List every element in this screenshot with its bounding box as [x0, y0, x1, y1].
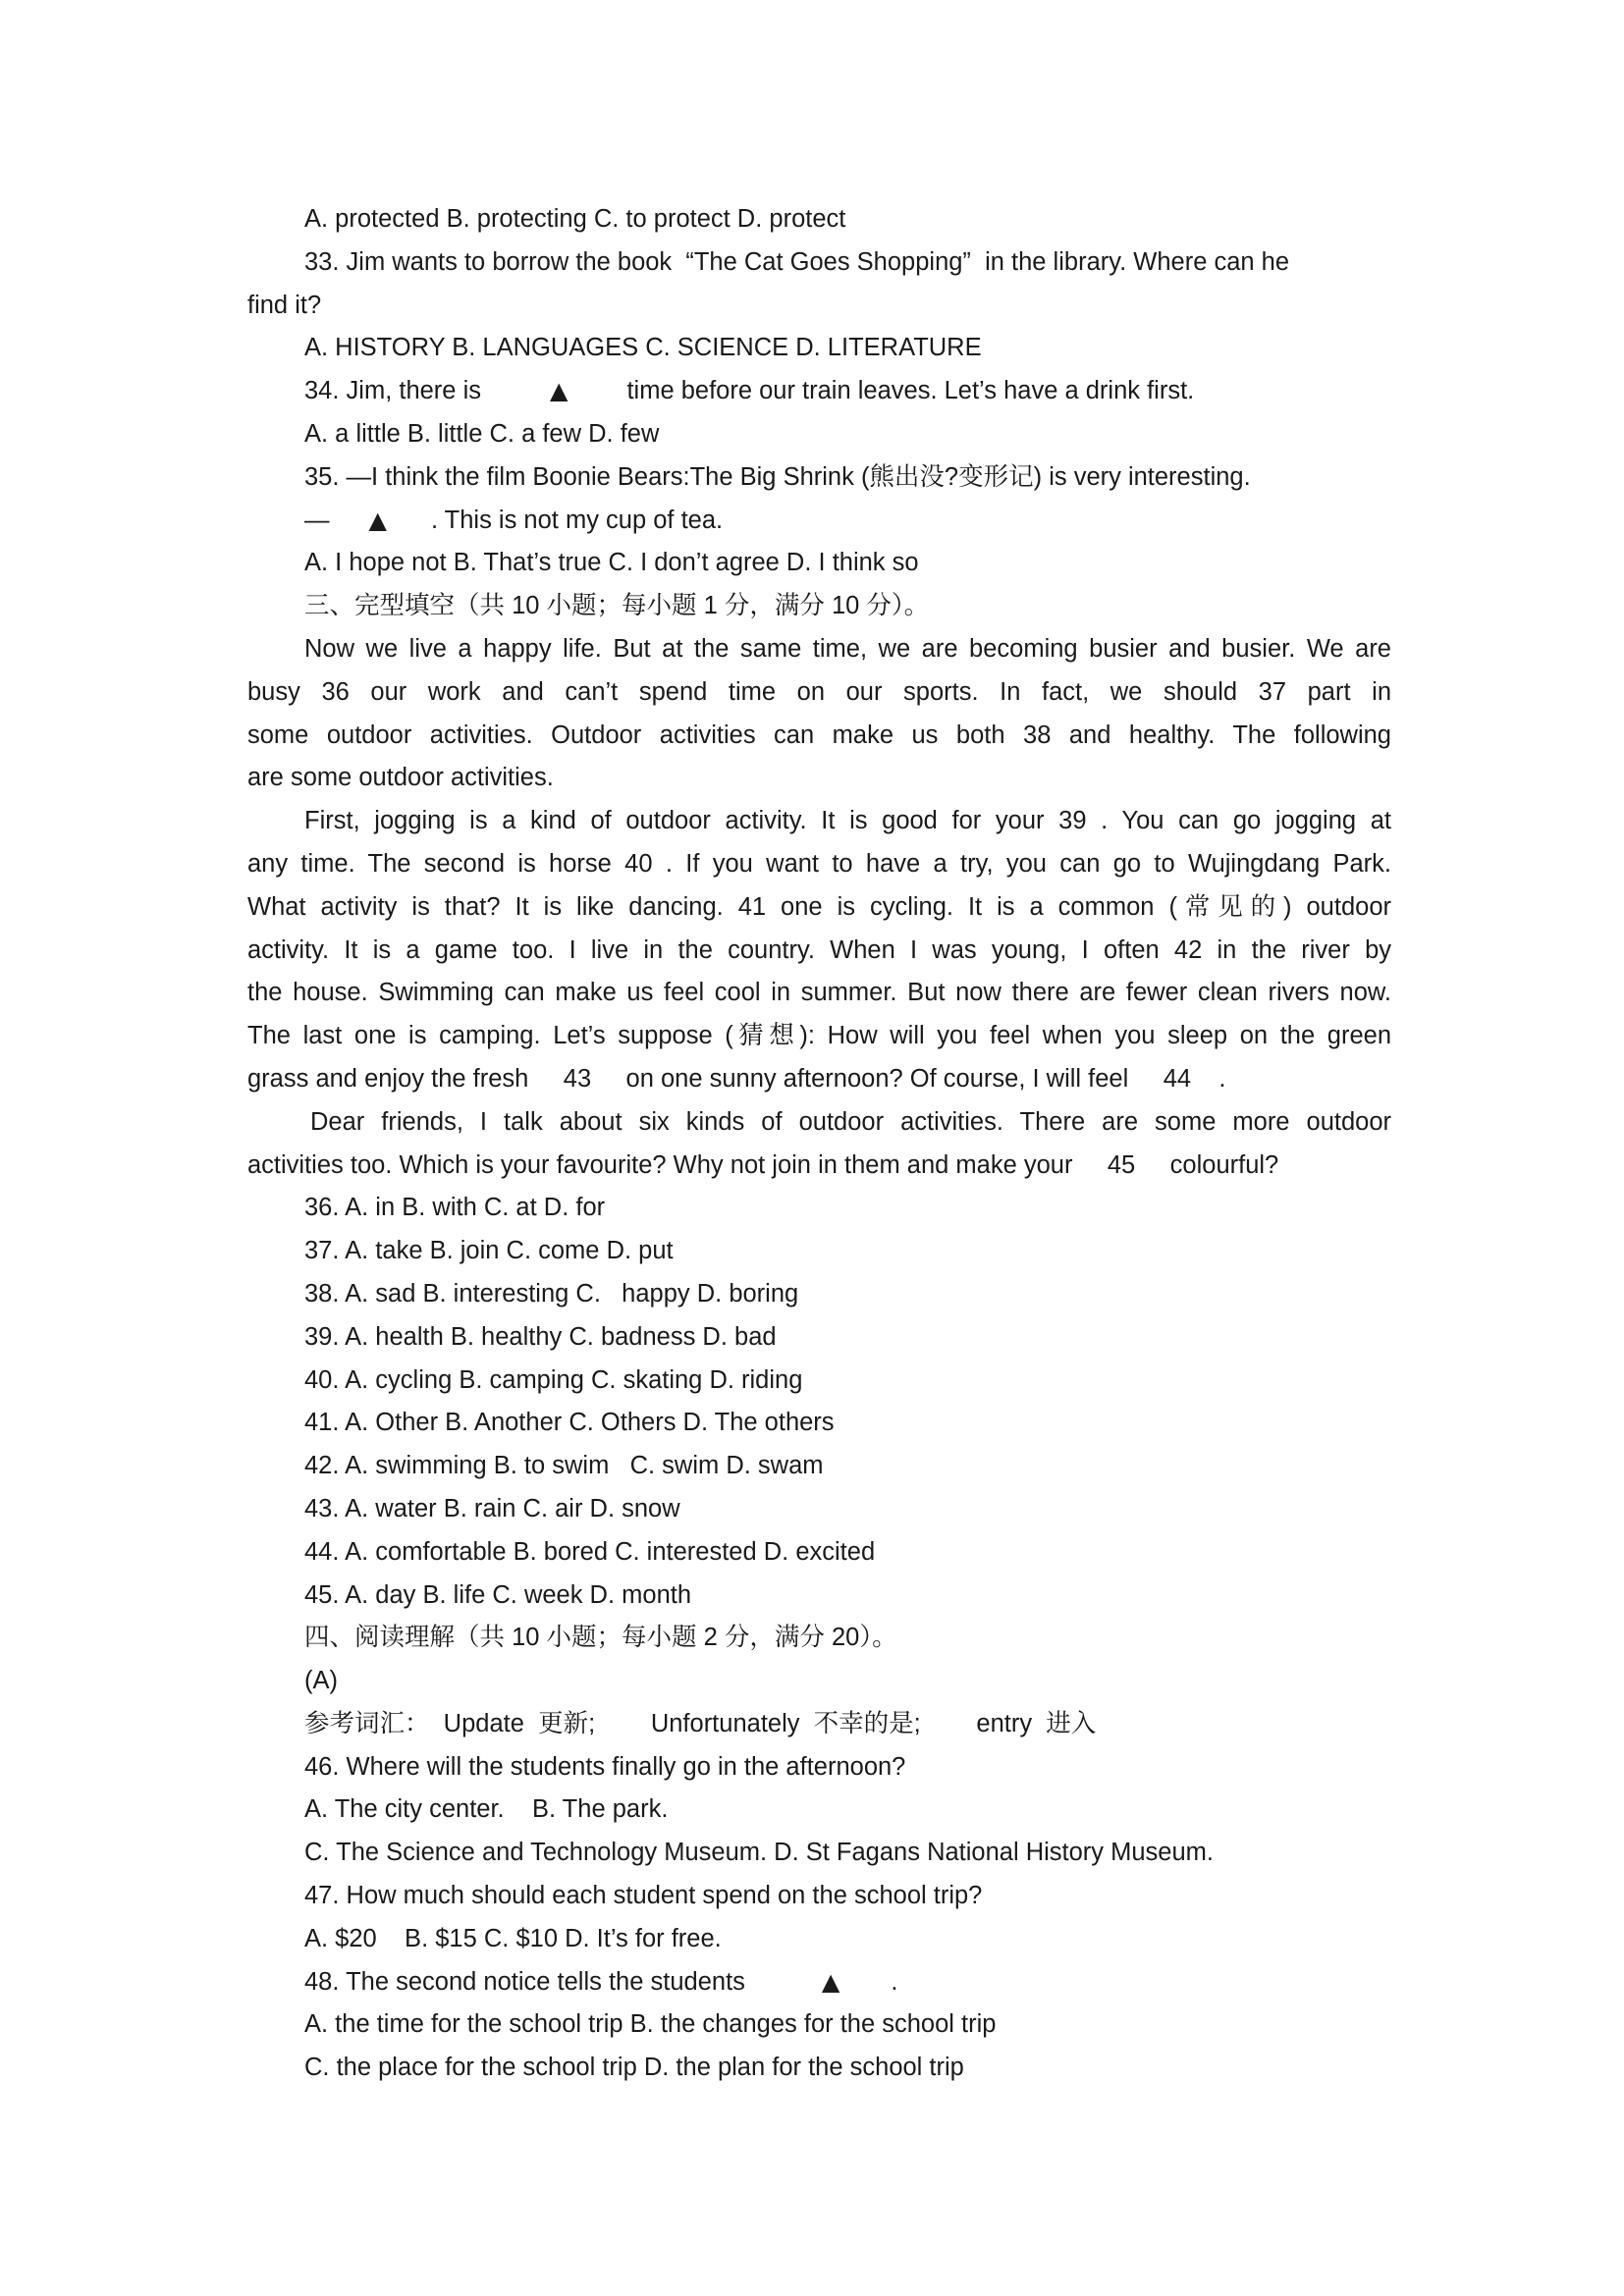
section3-heading: 三、完型填空（共 10 小题；每小题 1 分，满分 10 分）。: [304, 592, 930, 620]
cloze-option-row: 41. A. Other B. Another C. Others D. The others: [304, 1409, 835, 1437]
cloze-option-row: 43. A. water B. rain C. air D. snow: [304, 1494, 680, 1522]
q34-options: A. a little B. little C. a few D. few: [304, 419, 660, 448]
q46-options-line2: C. The Science and Technology Museum. D. St Fagans National History Museum.: [304, 1839, 1214, 1867]
q34-question: [247, 370, 1391, 413]
q46-options-line1: A. The city center. B. The park.: [304, 1795, 669, 1824]
q47-options: A. $20 B. $15 C. $10 D. It’s for free.: [304, 1924, 722, 1952]
q48-options-line1: A. the time for the school trip B. the changes for the school trip: [304, 2010, 997, 2039]
cloze-p1-line: Now we live a happy life. But at the same time, we are becoming busier and busier. We are: [304, 634, 1391, 663]
q33-options: A. HISTORY B. LANGUAGES C. SCIENCE D. LITERATURE: [304, 334, 982, 362]
cloze-p1-line: are some outdoor activities.: [247, 764, 554, 792]
q34-stem-end: time before our train leaves. Let’s have a drink first.: [626, 377, 1195, 405]
q35-question-line1: 35. —I think the film Boonie Bears:The Big Shrink (熊出没?变形记) is very interesting.: [304, 462, 1251, 491]
q48-question: [247, 1961, 1391, 2004]
cloze-passage: [247, 628, 1391, 1187]
cloze-p3-line: activities too. Which is your favourite? Why not join in them and make your 45 colourful?: [247, 1150, 1279, 1179]
cloze-p2-line: any time. The second is horse 40 . If you want to have a try, you can go to Wujingdang Park.: [247, 849, 1391, 878]
cloze-option-row: 45. A. day B. life C. week D. month: [304, 1580, 692, 1609]
q34-stem: 34. Jim, there is: [304, 377, 481, 405]
cloze-option-row: 38. A. sad B. interesting C. happy D. boring: [304, 1279, 799, 1308]
reference-vocabulary: 参考词汇： Update 更新; Unfortunately 不幸的是; entry 进入: [304, 1709, 1097, 1737]
q35-stem-end: . This is not my cup of tea.: [430, 506, 724, 534]
cloze-p3-line: Dear friends, I talk about six kinds of outdoor activities. There are some more outdoor: [310, 1107, 1391, 1136]
cloze-option-row: 37. A. take B. join C. come D. put: [304, 1237, 674, 1265]
blank-triangle-icon: ▲: [821, 1967, 840, 1996]
exam-page: [247, 198, 1391, 2090]
q35-response: [247, 500, 1391, 543]
cloze-option-row: 44. A. comfortable B. bored C. interested D. excited: [304, 1537, 876, 1566]
q46-question: 46. Where will the students finally go in the afternoon?: [304, 1752, 906, 1781]
cloze-options-list: [247, 1187, 1391, 1617]
cloze-p2-line: First, jogging is a kind of outdoor activity. It is good for your 39 . You can go jogging at: [304, 807, 1391, 835]
blank-triangle-icon: ▲: [549, 377, 568, 405]
section4-heading: 四、阅读理解（共 10 小题；每小题 2 分，满分 20）。: [304, 1624, 897, 1652]
cloze-option-row: 36. A. in B. with C. at D. for: [304, 1194, 606, 1222]
q33-question-line2: find it?: [247, 291, 322, 319]
cloze-p2-line: grass and enjoy the fresh 43 on one sunny afternoon? Of course, I will feel 44 .: [247, 1064, 1226, 1093]
blank-triangle-icon: ▲: [368, 506, 387, 534]
cloze-p2-line: What activity is that? It is like dancing. 41 one is cycling. It is a common (常见的) outdoor: [247, 892, 1391, 921]
cloze-p1-line: some outdoor activities. Outdoor activities can make us both 38 and healthy. The following: [247, 721, 1391, 749]
q35-options: A. I hope not B. That’s true C. I don’t agree D. I think so: [304, 549, 919, 577]
q33-question-line1: 33. Jim wants to borrow the book “The Cat Goes Shopping” in the library. Where can he: [304, 247, 1290, 276]
q35-dash: —: [304, 506, 330, 534]
cloze-p2-line: activity. It is a game too. I live in the country. When I was young, I often 42 in the river by: [247, 935, 1391, 964]
q47-question: 47. How much should each student spend on the school trip?: [304, 1882, 983, 1910]
cloze-p1-line: busy 36 our work and can’t spend time on our sports. In fact, we should 37 part in: [247, 677, 1391, 706]
cloze-option-row: 39. A. health B. healthy C. badness D. bad: [304, 1322, 777, 1351]
cloze-p2-line: The last one is camping. Let’s suppose (猜想): How will you feel when you sleep on the green: [247, 1022, 1391, 1050]
cloze-option-row: 40. A. cycling B. camping C. skating D. riding: [304, 1365, 803, 1394]
q48-stem: 48. The second notice tells the students: [304, 1967, 745, 1996]
reading-part-a-label: (A): [304, 1667, 338, 1695]
q48-options-line2: C. the place for the school trip D. the plan for the school trip: [304, 2054, 964, 2082]
q32-options: A. protected B. protecting C. to protect D. protect: [304, 205, 846, 233]
q48-stem-end: .: [891, 1967, 898, 1996]
cloze-option-row: 42. A. swimming B. to swim C. swim D. swam: [304, 1452, 824, 1480]
cloze-p2-line: the house. Swimming can make us feel cool in summer. But now there are fewer clean rivers now.: [247, 979, 1391, 1007]
